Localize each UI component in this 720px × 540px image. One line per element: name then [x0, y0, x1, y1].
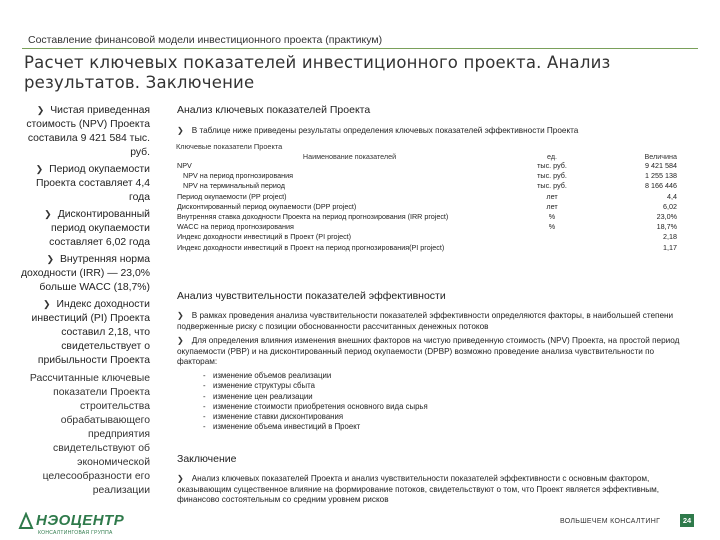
indicator-name: Внутренняя ставка доходности Проекта на период прогнозирования (IRR project): [177, 212, 449, 222]
page-number: 24: [680, 514, 694, 527]
header-divider: [22, 48, 698, 49]
indicator-unit: лет: [546, 191, 558, 201]
indicator-unit: тыс. руб.: [537, 161, 567, 170]
indicator-value: 8 166 446: [645, 181, 677, 191]
indicator-value: 2,18: [663, 232, 677, 242]
list-item: - изменение структуры сбыта: [203, 381, 315, 391]
table-row: [177, 171, 677, 181]
column-header: ед.: [546, 151, 558, 161]
presentation-title: Составление финансовой модели инвестиционного проекта (практикум): [28, 34, 383, 46]
indicator-value: 18,7%: [656, 222, 677, 232]
indicator-name: Индекс доходности инвестиций в Проект на период прогнозирования(PI project): [177, 242, 445, 252]
indicator-value: 23,0%: [656, 212, 677, 222]
summary-column: [14, 103, 150, 498]
indicator-value: 6,02: [663, 201, 677, 211]
indicator-name: WACC на период прогнозирования: [177, 222, 294, 232]
table-caption: Ключевые показатели Проекта: [176, 142, 283, 151]
table-row: [177, 222, 677, 232]
table-header-row: [177, 151, 677, 161]
conclusion-heading: Заключение: [177, 453, 237, 465]
logo-name: НЭОЦЕНТР: [36, 512, 125, 529]
indicator-name: NPV на период прогнозирования: [183, 171, 293, 181]
factor-list: [203, 371, 428, 433]
column-header: Наименование показателей: [302, 151, 397, 161]
chevron-right-icon: ❯: [42, 299, 51, 309]
indicator-unit: лет: [546, 201, 558, 211]
sensitivity-bullet-1: ❯ В рамках проведения анализа чувствительности показателей эффективности определяются факторы, в наибольшей степени подверженные риску с позиции обоснованности рассчитанных денежных потоков: [177, 311, 674, 331]
indicator-unit: тыс. руб.: [537, 171, 567, 181]
list-item: - изменение стоимости приобретения основного вида сырья: [203, 401, 428, 411]
indicator-name: Дисконтированный период окупаемости (DPP project): [177, 201, 357, 211]
chevron-right-icon: ❯: [177, 474, 184, 483]
summary-point: ❯ Индекс доходности инвестиций (PI) Проекта составил 2,18, что свидетельствует о прибыльности Проекта: [31, 299, 150, 366]
chevron-right-icon: ❯: [36, 105, 45, 115]
footer-company: ВОЛЬШЕЧЕМ КОНСАЛТИНГ: [560, 518, 661, 525]
list-item: - изменение ставки дисконтирования: [203, 412, 344, 422]
table-row: [177, 202, 677, 212]
chevron-right-icon: ❯: [44, 209, 52, 219]
chevron-right-icon: ❯: [35, 164, 44, 174]
table-row: [177, 232, 677, 242]
chevron-right-icon: ❯: [177, 126, 184, 135]
indicator-name: Индекс доходности инвестиций в Проект (PI project): [177, 232, 352, 242]
list-item: - изменение цен реализации: [203, 391, 313, 401]
slide-title: Расчет ключевых показателей инвестиционного проекта. Анализ результатов. Заключение: [24, 53, 611, 92]
indicator-name: NPV на терминальный период: [183, 181, 285, 191]
conclusion-text: ❯ Анализ ключевых показателей Проекта и анализ чувствительности показателей эффективности с основным фактором, оказывающим существенное влияние на формирование потоков, свидетельствуют о том, что Проект является эффективным, финансово состоятельным со средним уровнем рисков: [177, 474, 660, 504]
indicator-unit: %: [548, 212, 556, 222]
indicator-unit: тыс. руб.: [537, 181, 567, 191]
logo-mark-icon: [18, 512, 34, 530]
company-logo: [18, 512, 158, 538]
indicator-unit: [522, 232, 582, 242]
indicator-value: 1,17: [663, 242, 677, 252]
indicator-value: 4,4: [667, 191, 677, 201]
table-row: [177, 181, 677, 191]
column-header: Величина: [644, 151, 677, 161]
summary-point: ❯ Чистая приведенная стоимость (NPV) Проекта составила 9 421 584 тыс. руб.: [26, 105, 150, 158]
summary-point: ❯ Внутренняя норма доходности (IRR) — 23,0% больше WACC (18,7%): [20, 254, 150, 293]
summary-conclusion: Рассчитанные ключевые показатели Проекта строительства обрабатывающего предприятия свидетельствуют об экономической целесообразности его реализации: [29, 373, 150, 496]
indicator-name: NPV: [177, 161, 192, 170]
chevron-right-icon: ❯: [177, 311, 184, 320]
kpi-heading: Анализ ключевых показателей Проекта: [177, 104, 371, 116]
logo-subtitle: КОНСАЛТИНГОВАЯ ГРУППА: [38, 530, 113, 536]
chevron-right-icon: ❯: [177, 336, 184, 345]
indicator-name: Период окупаемости (PP project): [177, 191, 287, 201]
sensitivity-heading: Анализ чувствительности показателей эффективности: [177, 290, 446, 302]
indicator-value: 9 421 584: [645, 161, 677, 170]
sensitivity-bullet-2: ❯ Для определения влияния изменения внешних факторов на чистую приведенную стоимость (NPV) Проекта, на простой период окупаемости (PBP) и на дисконтированный период окупаемости (DPBP) возможно проведение анализа чувствительности по факторам:: [177, 336, 680, 366]
table-row: [177, 243, 677, 253]
summary-point: ❯ Период окупаемости Проекта составляет 4,4 года: [35, 164, 150, 203]
table-row: [177, 161, 677, 171]
indicator-value: 1 255 138: [645, 171, 677, 181]
summary-point: ❯ Дисконтированный период окупаемости составляет 6,02 года: [44, 209, 150, 248]
table-row: [177, 212, 677, 222]
chevron-right-icon: ❯: [46, 254, 54, 264]
table-row: [177, 192, 677, 202]
kpi-table: [177, 151, 677, 253]
list-item: - изменение объемов реализации: [203, 371, 332, 380]
kpi-intro: ❯ В таблице ниже приведены результаты определения ключевых показателей эффективности Проекта: [177, 126, 579, 135]
indicator-unit: %: [548, 222, 556, 232]
indicator-unit: [522, 243, 582, 253]
list-item: - изменение объема инвестиций в Проект: [203, 422, 361, 432]
